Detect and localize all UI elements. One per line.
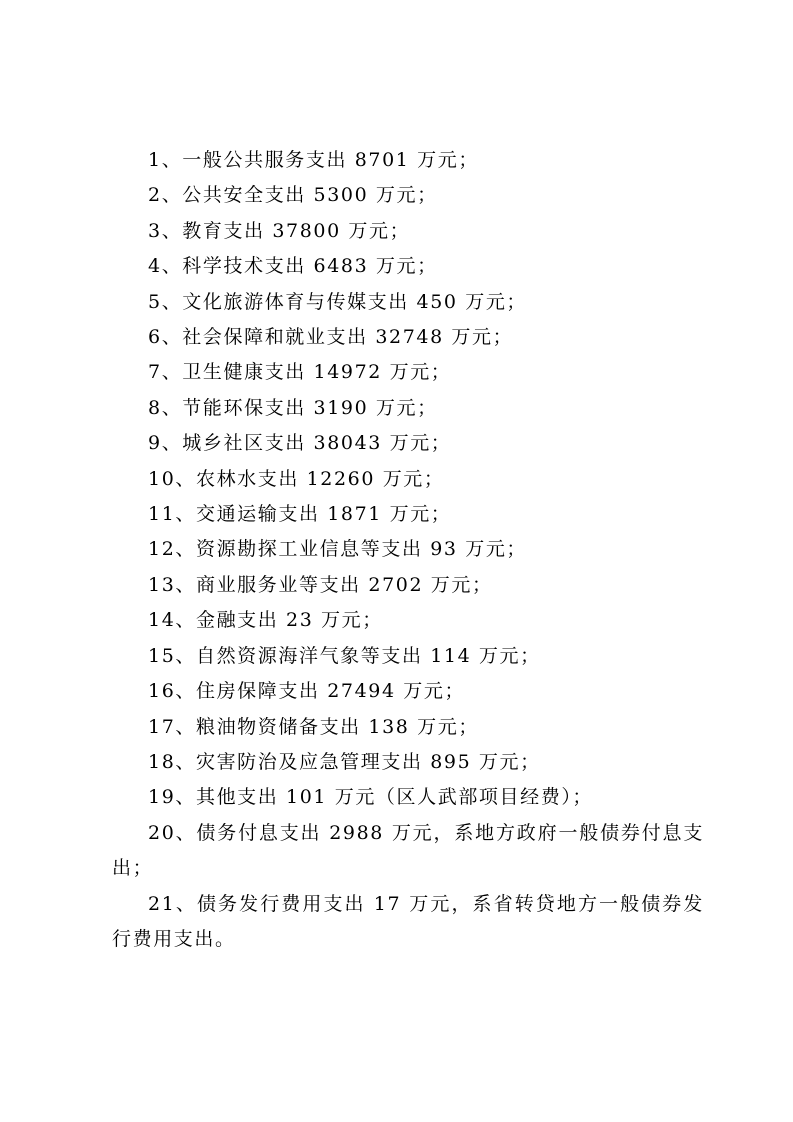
list-item-15: 15、自然资源海洋气象等支出 114 万元； xyxy=(148,644,541,667)
list-item-12: 12、资源勘探工业信息等支出 93 万元； xyxy=(148,538,528,561)
list-item-6: 6、社会保障和就业支出 32748 万元； xyxy=(148,326,514,349)
list-item-11: 11、交通运输支出 1871 万元； xyxy=(148,503,452,526)
list-item-3: 3、教育支出 37800 万元； xyxy=(148,219,411,242)
list-item-21: 21、债务发行费用支出 17 万元，系省转贷地方一般债券发行费用支出。 xyxy=(112,892,704,950)
list-item-19: 19、其他支出 101 万元（区人武部项目经费）； xyxy=(148,786,594,809)
list-item-7: 7、卫生健康支出 14972 万元； xyxy=(148,361,452,384)
list-item-1: 1、一般公共服务支出 8701 万元； xyxy=(148,149,479,171)
list-item-9: 9、城乡社区支出 38043 万元； xyxy=(148,432,452,455)
list-item-10: 10、农林水支出 12260 万元； xyxy=(148,467,445,490)
list-item-5: 5、文化旅游体育与传媒支出 450 万元； xyxy=(148,290,528,313)
list-item-20: 20、债务付息支出 2988 万元，系地方政府一般债券付息支出； xyxy=(112,821,704,880)
list-item-16: 16、住房保障支出 27494 万元； xyxy=(148,680,466,703)
list-item-17: 17、粮油物资储备支出 138 万元； xyxy=(148,715,479,738)
list-item-8: 8、节能环保支出 3190 万元； xyxy=(148,396,438,419)
list-item-18: 18、灾害防治及应急管理支出 895 万元； xyxy=(148,750,541,773)
expenditure-list xyxy=(112,143,704,957)
list-item-2: 2、公共安全支出 5300 万元； xyxy=(148,184,438,207)
list-item-4: 4、科学技术支出 6483 万元； xyxy=(148,255,438,278)
list-item-14: 14、金融支出 23 万元； xyxy=(148,609,383,632)
list-item-13: 13、商业服务业等支出 2702 万元； xyxy=(148,573,493,596)
